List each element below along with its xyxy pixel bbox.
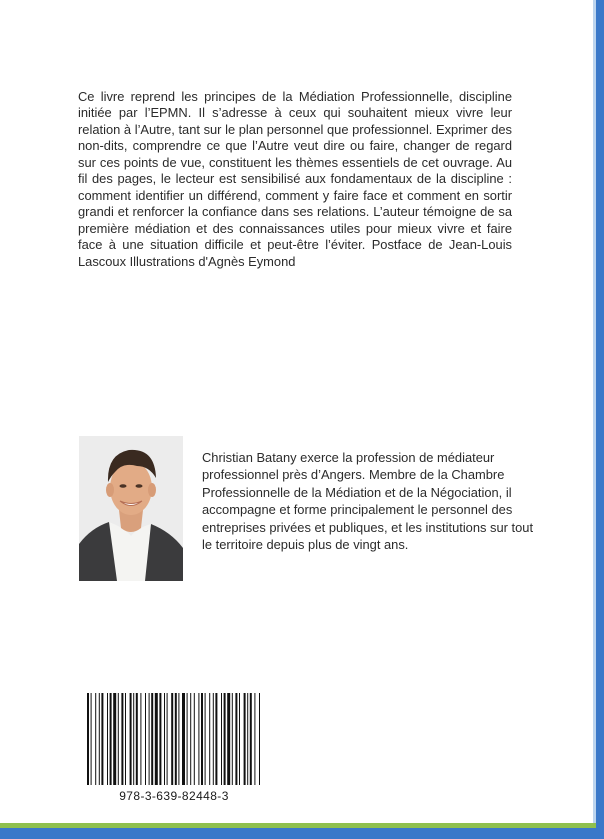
author-photo xyxy=(79,436,183,581)
barcode xyxy=(83,693,265,803)
isbn-number: 978-3-639-82448-3 xyxy=(119,789,229,803)
barcode-bars xyxy=(83,693,265,785)
author-photo-illustration xyxy=(79,436,183,581)
author-bio: Christian Batany exerce la profession de médiateur professionnel près d’Angers. Membre de la Chambre Professionnelle de la Médiation et de la Négociation, il accompagne et forme principalement le personnel des entreprises privées et publiques, et les institutions sur tout le territoire depuis plus de vingt ans. xyxy=(202,449,534,553)
cover-edge-stripe xyxy=(596,0,604,839)
book-description: Ce livre reprend les principes de la Médiation Professionnelle, discipline initiée par l’EPMN. Il s’adresse à ceux qui souhaitent mieux vivre leur relation à l’Autre, tant sur le plan personnel que professionnel. Exprimer des non-dits, comprendre ce que l’Autre veut dire ou faire, changer de regard sur ces points de vue, constituent les thèmes essentiels de cet ouvrage. Au fil des pages, le lecteur est sensibilisé aux fondamentaux de la discipline : comment identifier un différend, comment y faire face et comment en sortir grandi et renforcer la confiance dans ses relations. L’auteur témoigne de sa première médiation et des connaissances utiles pour mieux vivre et faire face à une situation difficile et peut-être l’éviter. Postface de Jean-Louis Lascoux Illustrations d'Agnès Eymond xyxy=(78,88,512,269)
bottom-stripe-blue xyxy=(0,828,596,839)
